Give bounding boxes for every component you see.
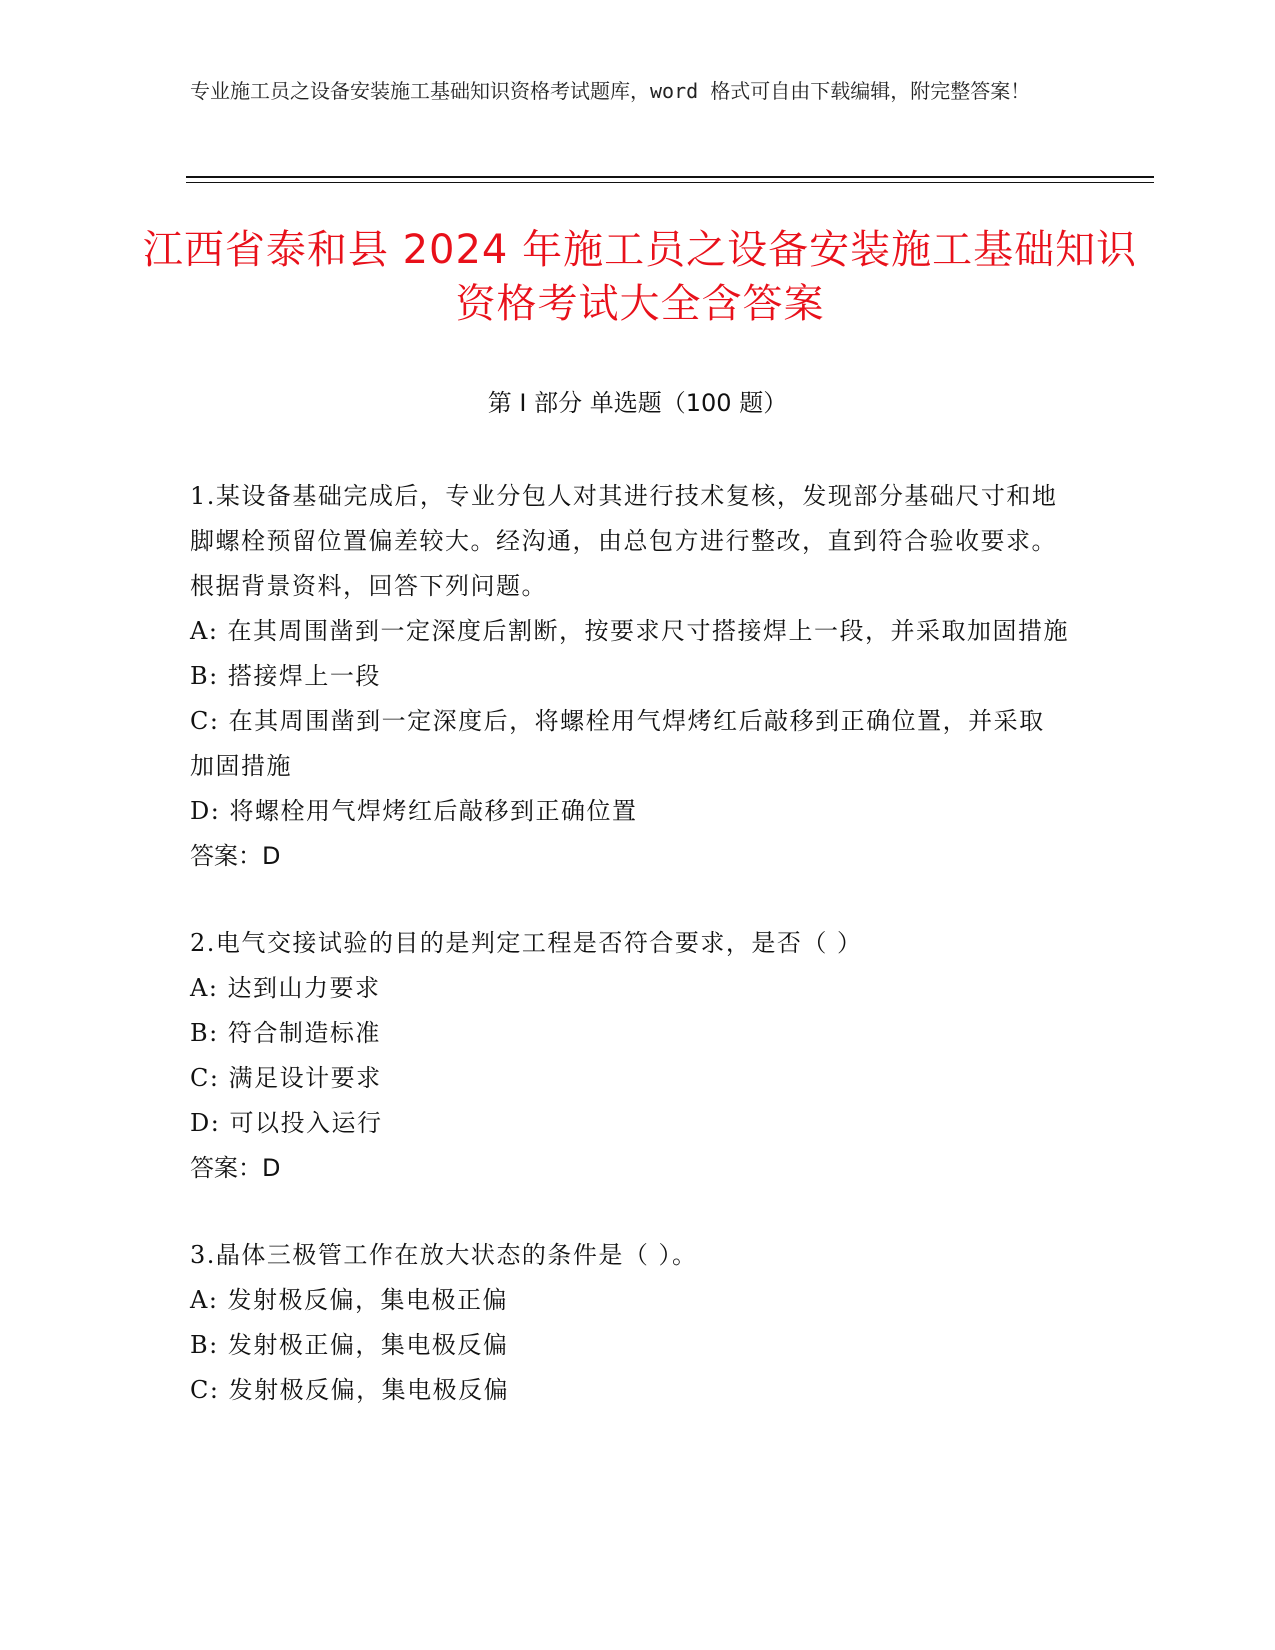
question-stem: 1.某设备基础完成后，专业分包人对其进行技术复核，发现部分基础尺寸和地脚螺栓预留位置偏差较大。经沟通，由总包方进行整改，直到符合验收要求。根据背景资料，回答下列问题。 <box>190 482 1058 600</box>
document-title: 江西省泰和县 2024 年施工员之设备安装施工基础知识资格考试大全含答案 <box>142 227 1138 327</box>
option-b: B: 发射极正偏，集电极反偏 <box>190 1331 509 1359</box>
section-title: 第 I 部分 单选题（100 题） <box>487 389 788 417</box>
question-1 <box>190 474 1070 879</box>
answer: 答案：D <box>190 842 281 870</box>
header-divider-thin <box>186 182 1154 183</box>
option-a: A: 在其周围凿到一定深度后割断，按要求尺寸搭接焊上一段，并采取加固措施 <box>190 617 1070 645</box>
option-d: D: 可以投入运行 <box>190 1109 383 1137</box>
option-b: B: 搭接焊上一段 <box>190 662 381 690</box>
question-2 <box>190 921 1070 1191</box>
question-list <box>190 474 1070 1455</box>
option-a: A: 达到山力要求 <box>190 974 381 1002</box>
option-c: C: 满足设计要求 <box>190 1064 382 1092</box>
option-b: B: 符合制造标准 <box>190 1019 381 1047</box>
option-a: A: 发射极反偏，集电极正偏 <box>190 1286 509 1314</box>
question-stem: 3.晶体三极管工作在放大状态的条件是（ ）。 <box>190 1241 698 1269</box>
question-stem: 2.电气交接试验的目的是判定工程是否符合要求，是否（ ） <box>190 929 863 957</box>
option-c: C: 发射极反偏，集电极反偏 <box>190 1376 510 1404</box>
question-3 <box>190 1233 1070 1413</box>
option-c: C: 在其周围凿到一定深度后，将螺栓用气焊烤红后敲移到正确位置，并采取加固措施 <box>190 707 1045 780</box>
answer: 答案：D <box>190 1154 281 1182</box>
header-note: 专业施工员之设备安装施工基础知识资格考试题库，word 格式可自由下载编辑，附完整答案！ <box>190 79 1031 103</box>
option-d: D: 将螺栓用气焊烤红后敲移到正确位置 <box>190 797 638 825</box>
header-divider-thick <box>186 176 1154 178</box>
